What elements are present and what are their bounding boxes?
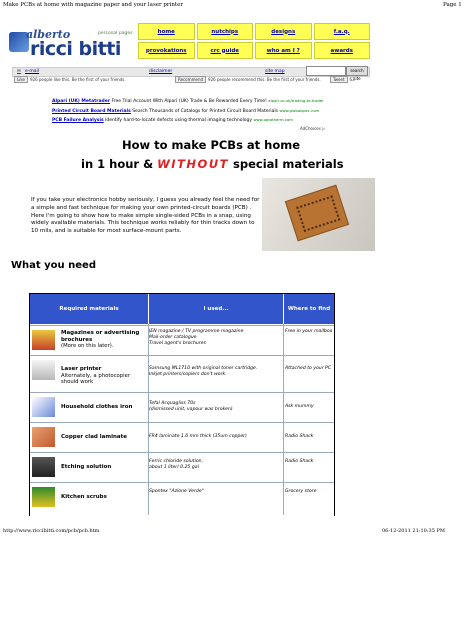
used-item: FR4 laminate 1.6 mm thick (35um copper) — [149, 434, 247, 439]
material-name: Etching solution — [61, 464, 112, 470]
sitemap-link[interactable]: site map — [265, 69, 285, 74]
clothes-iron-image — [32, 397, 55, 417]
nav-who-am-i[interactable]: who am I ? — [255, 42, 312, 59]
used-item: Tefal Acquagliss 70s (dismissed unit, vapour was broken) — [149, 401, 233, 412]
search-input[interactable] — [306, 66, 346, 76]
column-divider — [283, 324, 284, 515]
where-to-find: Radio Shack — [285, 434, 314, 439]
subtitle-emphasis: WITHOUT — [157, 157, 230, 171]
laser-printer-image — [32, 360, 55, 380]
where-to-find: Free in your mailbox — [285, 329, 333, 334]
recommend-text: 926 people recommend this. Be the first of your friends. — [208, 77, 321, 82]
col-header-where: Where to find — [284, 294, 334, 324]
magazine-image — [32, 330, 55, 350]
column-divider — [148, 324, 149, 515]
subtitle-pre: in 1 hour & — [81, 157, 158, 171]
material-name: Household clothes iron — [61, 404, 133, 410]
subtitle-post: special materials — [229, 157, 344, 171]
material-name: Laser printer — [61, 366, 102, 372]
table-row — [30, 355, 334, 392]
like-button[interactable]: Like — [14, 76, 28, 83]
table-row — [30, 392, 334, 422]
where-to-find: Grocery store — [285, 489, 317, 494]
col-header-used: I used... — [149, 294, 283, 324]
ad-url[interactable]: www.globalspec.com — [279, 108, 320, 113]
copper-laminate-image — [32, 427, 55, 447]
material-name: Magazines or advertising brochures — [61, 330, 140, 343]
main-nav — [138, 23, 370, 59]
col-header-required: Required materials — [30, 294, 148, 324]
disclaimer-link[interactable]: disclaimer — [149, 69, 173, 74]
material-name: Copper clad laminate — [61, 434, 127, 440]
recommend-widget — [175, 76, 321, 83]
nav-crc-guide[interactable]: crc guide — [197, 42, 254, 59]
pcb-board — [285, 185, 349, 242]
ad-url[interactable]: alpari.co.uk/trading-to-trader — [268, 98, 324, 103]
page-subtitle — [81, 157, 344, 171]
ad-title[interactable]: PCB Failure Analysis — [52, 118, 104, 123]
like-text: 926 people like this. Be the first of your friends. — [29, 77, 126, 82]
where-to-find: Radio Shack — [285, 459, 314, 464]
table-row — [30, 422, 334, 452]
logo-first-name: alberto — [26, 28, 71, 41]
nav-awards[interactable]: awards — [314, 42, 371, 59]
ad-text: Identify hard-to-locate defects using thermal imaging technology — [105, 118, 252, 123]
print-header-page: Page 1 — [443, 2, 462, 8]
adchoices-link[interactable]: AdChoices ▷ — [300, 126, 326, 131]
ad-title[interactable]: Alpari (UK) Metatrader — [52, 99, 111, 104]
ad-url[interactable]: www.optotherm.com — [253, 117, 293, 122]
ad-item[interactable] — [52, 108, 319, 114]
search-button[interactable]: search site — [346, 66, 368, 76]
tweet-count: 63 — [349, 77, 355, 82]
like-widget — [14, 76, 126, 83]
ad-text: Free Trial Account With Alpari (UK) Trade & Be Rewarded Every Time! — [111, 99, 267, 104]
table-row — [30, 482, 334, 516]
logo-last-name: ricci bitti — [30, 38, 121, 60]
tweet-button[interactable]: Tweet — [330, 76, 348, 83]
used-item: Ferric chloride solution, about 1 liter/ 0.25 gal — [149, 459, 204, 470]
nav-designs[interactable]: designs — [255, 23, 312, 40]
kitchen-scrub-image — [32, 487, 55, 507]
footer-timestamp: 06-12-2011 21:10:35 PM — [382, 528, 445, 534]
tweet-widget — [330, 76, 355, 83]
table-row — [30, 452, 334, 482]
where-to-find: Ask mummy — [285, 404, 314, 409]
ad-title[interactable]: Printed Circuit Board Materials — [52, 109, 131, 114]
where-to-find: Attached to your PC — [285, 366, 332, 371]
pcb-photo — [262, 178, 375, 251]
material-note: (More on this later). — [61, 343, 114, 349]
material-name: Kitchen scrubs — [61, 494, 107, 500]
used-item: JEN magazine / TV programme magazine Mail-order catalogue Travel agent's brochures — [149, 329, 244, 346]
ad-item[interactable] — [52, 117, 293, 123]
email-icon: ✉ — [17, 69, 21, 74]
recommend-button[interactable]: Recommend — [175, 76, 206, 83]
etching-solution-image — [32, 457, 55, 477]
ad-text: Search Thousands of Catalogs for Printed Circuit Board Materials — [132, 109, 278, 114]
materials-table — [29, 293, 335, 516]
used-item: Spontex "Azione Verde" — [149, 489, 204, 494]
footer-url: http://www.riccibitti.com/pcb/pcb.htm — [3, 528, 100, 534]
page-title: How to make PCBs at home — [122, 138, 301, 152]
ad-item[interactable] — [52, 98, 324, 104]
print-header-title: Make PCBs at home with magazine paper and your laser printer — [3, 2, 183, 8]
material-note: Alternately, a photocopier should work — [61, 372, 131, 385]
nav-home[interactable]: home — [138, 23, 195, 40]
used-item: Samsung ML1710 with original toner cartridge. Inkjet printers/copiers don't work. — [149, 366, 258, 377]
nav-faq[interactable]: f.a.q. — [314, 23, 371, 40]
logo-tagline: personal pages — [98, 31, 133, 36]
nav-provokations[interactable]: provokations — [138, 42, 195, 59]
nav-nutchips[interactable]: nutchips — [197, 23, 254, 40]
intro-paragraph: If you take your electronics hobby seriously, I guess you already feel the need for a simple and fast technique for making your own printed-circuit boards (PCB) . Here I'm going to show how to make simple single-sided PCBs in a snap, using widely available materials. This technique works reliably for thin tracks down to 10 mils, and is suitable for most surface-mount parts. — [31, 197, 260, 235]
email-link[interactable]: e-mail — [25, 69, 40, 74]
section-heading: What you need — [11, 260, 96, 271]
table-row — [30, 325, 334, 355]
